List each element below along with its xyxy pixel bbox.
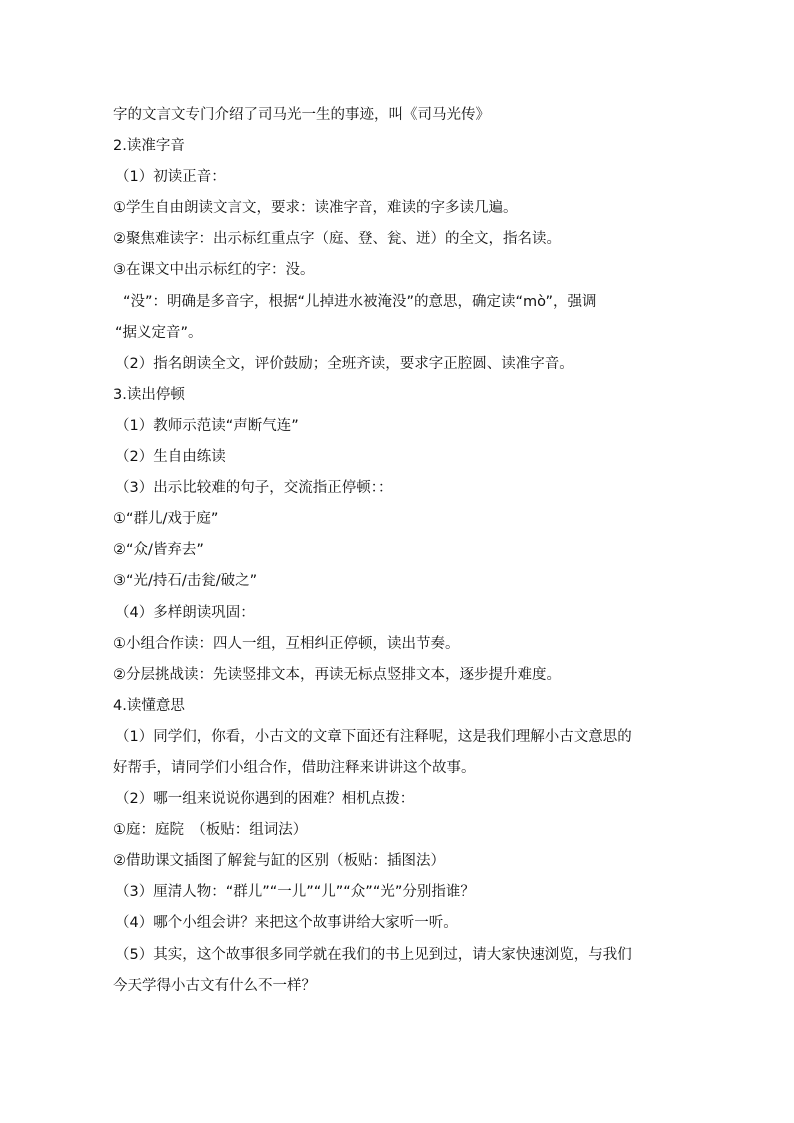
section-heading: 2.读准字音 [113,138,185,155]
text-line: （1）初读正音： [115,169,226,186]
text-line: ①学生自由朗读文言文，要求：读准字音，难读的字多读几遍。 [113,200,518,217]
document-body [113,100,683,1002]
text-line: ②“众/皆弃去” [113,542,204,559]
text-line: ②借助课文插图了解瓮与缸的区别（板贴：插图法） [113,853,445,870]
text-line: 字的文言文专门介绍了司马光一生的事迹，叫《司马光传》 [113,107,490,123]
text-line: （1）同学们，你看，小古文的文章下面还有注释呢，这是我们理解小古文意思的 [115,728,632,745]
text-line: 今天学得小古文有什么不一样？ [113,977,316,994]
text-line: （3）厘清人物：“群儿”“一儿”“儿”“众”“光”分别指谁？ [115,884,475,901]
text-line: ③“光/持石/击瓮/破之” [113,573,258,590]
text-line: （3）出示比较难的句子，交流指正停顿：： [115,480,393,497]
text-line: （4）哪个小组会讲？来把这个故事讲给大家听一听。 [115,915,458,932]
text-line: （2）生自由练读 [115,449,226,466]
text-line: （1）教师示范读“声断气连” [115,417,299,434]
section-heading: 4.读懂意思 [113,697,185,714]
text-line: （4）多样朗读巩固： [115,604,255,621]
text-line: ③在课文中出示标红的字：没。 [113,262,315,279]
text-line: （5）其实，这个故事很多同学就在我们的书上见到过，请大家快速浏览，与我们 [115,946,632,963]
text-line: ②分层挑战读：先读竖排文本，再读无标点竖排文本，逐步提升难度。 [113,666,561,683]
text-line: （2）哪一组来说说你遇到的困难？相机点拨： [115,791,415,808]
text-line: ①小组合作读：四人一组，互相纠正停顿，读出节奏。 [113,635,460,652]
text-line: （2）指名朗读全文，评价鼓励；全班齐读，要求字正腔圆、读准字音。 [115,355,574,372]
text-line: ①庭：庭院 （板贴：组词法） [113,822,308,839]
text-line: ①“群儿/戏于庭” [113,511,219,528]
text-line: ②聚焦难读字：出示标红重点字（庭、登、瓮、迸）的全文，指名读。 [113,231,561,248]
section-heading: 3.读出停顿 [113,386,185,403]
text-line: 好帮手，请同学们小组合作，借助注释来讲讲这个故事。 [113,759,476,776]
text-line: “据义定音”。 [115,324,203,341]
text-line: “没”：明确是多音字，根据“儿掉进水被淹没”的意思，确定读“mò”，强调 [123,293,597,310]
